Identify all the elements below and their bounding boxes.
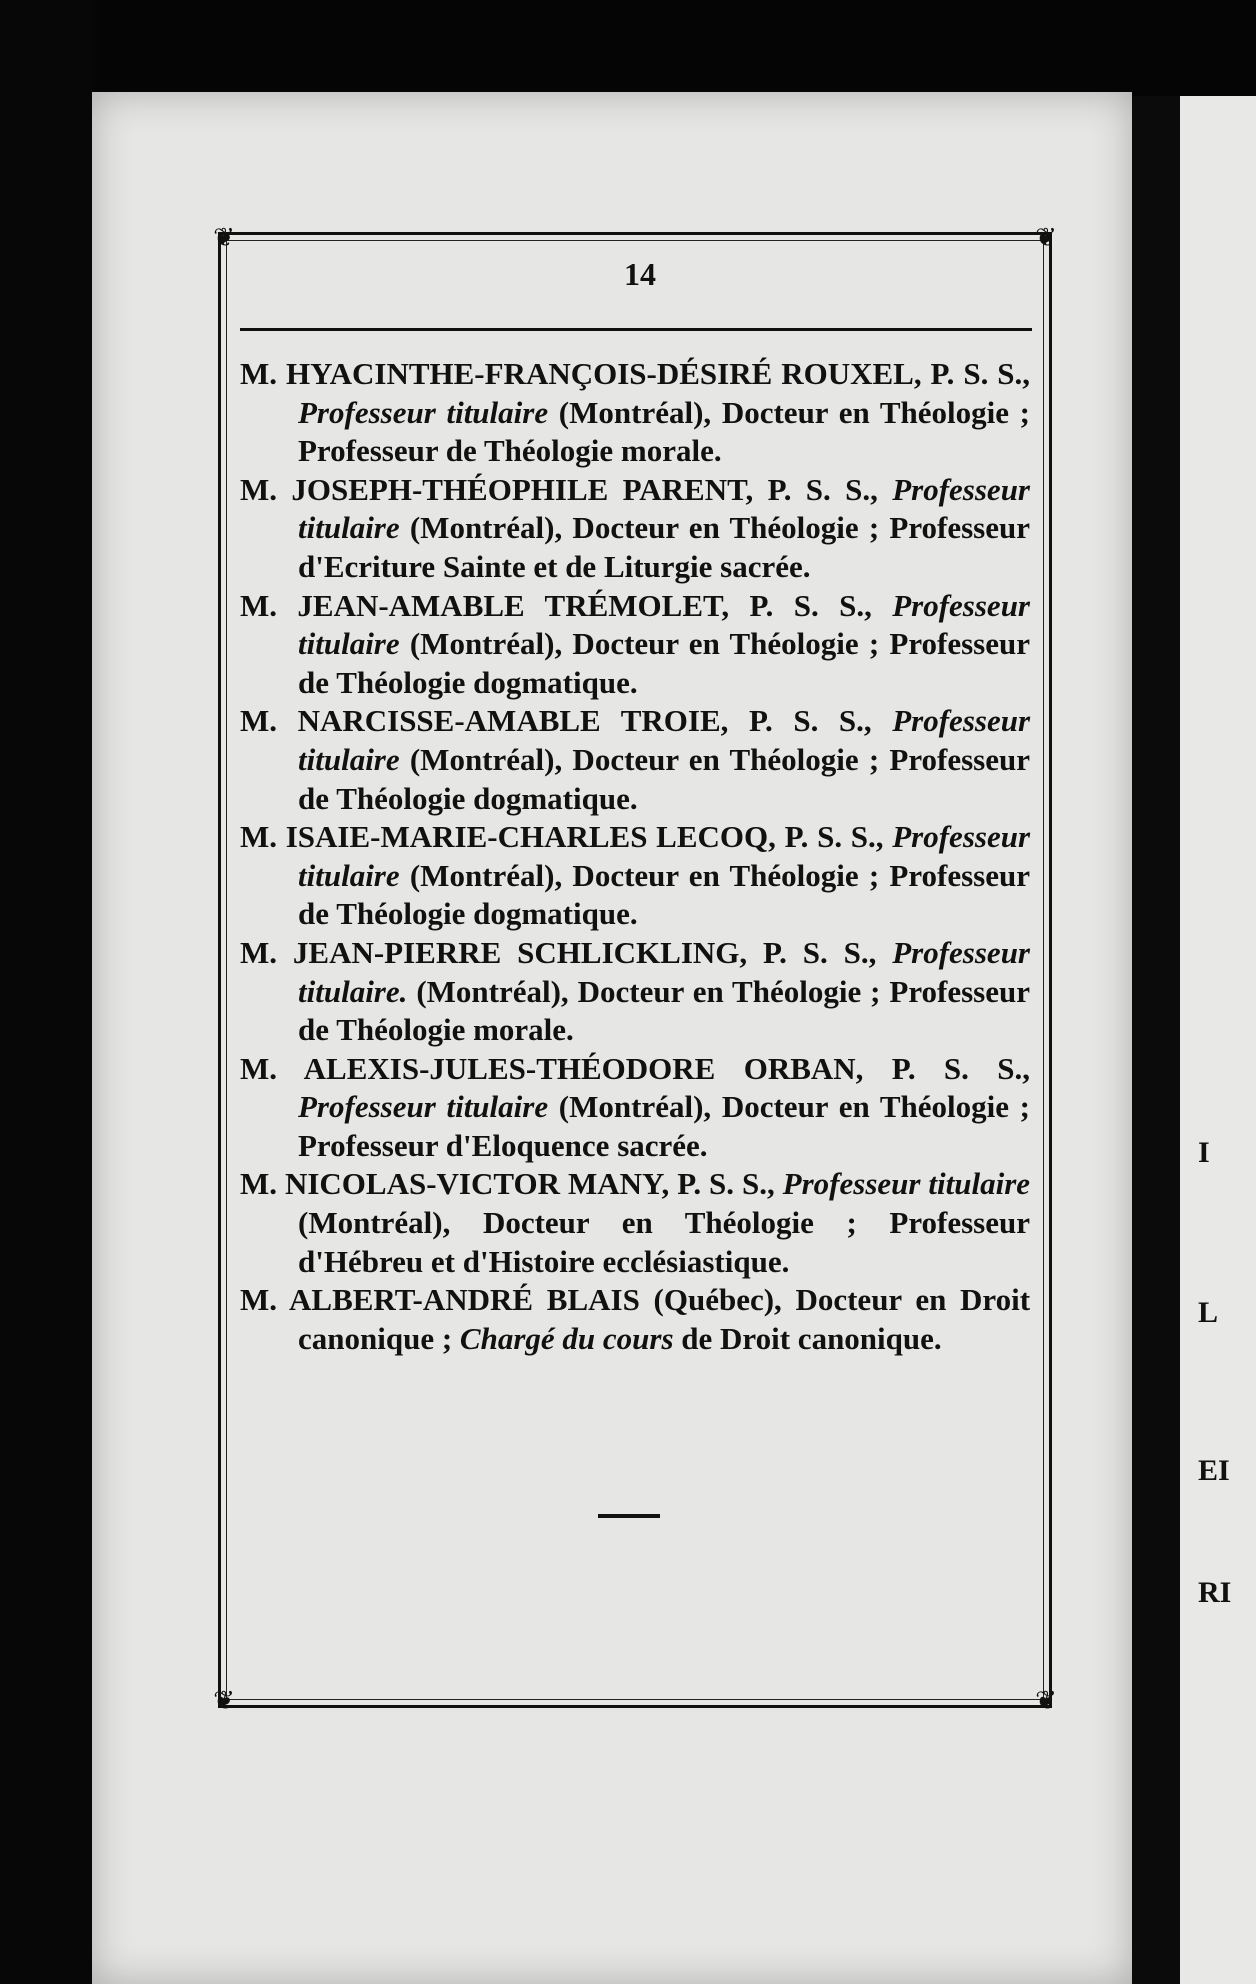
header-rule <box>240 328 1032 331</box>
faculty-entry: M. ALEXIS-JULES-THÉODORE ORBAN, P. S. S., Professeur titulaire (Montréal), Docteur en Théologie ; Professeur d'Eloquence sacrée. <box>240 1050 1031 1163</box>
closing-rule <box>598 1514 660 1518</box>
corner-ornament-icon: ❦ <box>1035 223 1057 252</box>
faculty-list <box>240 355 1030 1358</box>
faculty-entry: M. JOSEPH-THÉOPHILE PARENT, P. S. S., Professeur titulaire (Montréal), Docteur en Théologie ; Professeur d'Ecriture Sainte et de Liturgie sacrée. <box>240 471 1030 584</box>
facing-fragment: I <box>1198 1136 1210 1169</box>
facing-fragment: RI <box>1198 1576 1232 1609</box>
faculty-entry: M. HYACINTHE-FRANÇOIS-DÉSIRÉ ROUXEL, P. S. S., Professeur titulaire (Montréal), Docteur en Théologie ; Professeur de Théologie morale. <box>240 356 1031 469</box>
facing-page-edge <box>1180 96 1256 1984</box>
facing-fragment: L <box>1198 1296 1219 1329</box>
faculty-entry: M. JEAN-PIERRE SCHLICKLING, P. S. S., Professeur titulaire. (Montréal), Docteur en Théologie ; Professeur de Théologie morale. <box>240 934 1031 1048</box>
faculty-entry: M. NARCISSE-AMABLE TROIE, P. S. S., Professeur titulaire (Montréal), Docteur en Théologie ; Professeur de Théologie dogmatique. <box>240 703 1031 816</box>
scan-left-margin <box>0 0 92 1984</box>
faculty-entry: M. JEAN-AMABLE TRÉMOLET, P. S. S., Professeur titulaire (Montréal), Docteur en Théologie ; Professeur de Théologie dogmatique. <box>240 587 1030 700</box>
page-number: 14 <box>624 256 656 292</box>
corner-ornament-icon: ❦ <box>213 223 235 252</box>
facing-fragment: EI <box>1198 1454 1230 1487</box>
faculty-entry: M. NICOLAS-VICTOR MANY, P. S. S., Professeur titulaire (Montréal), Docteur en Théologie ; Professeur d'Hébreu et d'Histoire ecclésiastique. <box>240 1166 1031 1279</box>
faculty-entry: M. ISAIE-MARIE-CHARLES LECOQ, P. S. S., Professeur titulaire (Montréal), Docteur en Théologie ; Professeur de Théologie dogmatique. <box>240 819 1031 932</box>
book-spine <box>1132 96 1180 1984</box>
corner-ornament-icon: ❦ <box>213 1686 235 1715</box>
faculty-entry: M. ALBERT-ANDRÉ BLAIS (Québec), Docteur en Droit canonique ; Chargé du cours de Droit canonique. <box>240 1282 1031 1356</box>
corner-ornament-icon: ❦ <box>1035 1686 1057 1715</box>
